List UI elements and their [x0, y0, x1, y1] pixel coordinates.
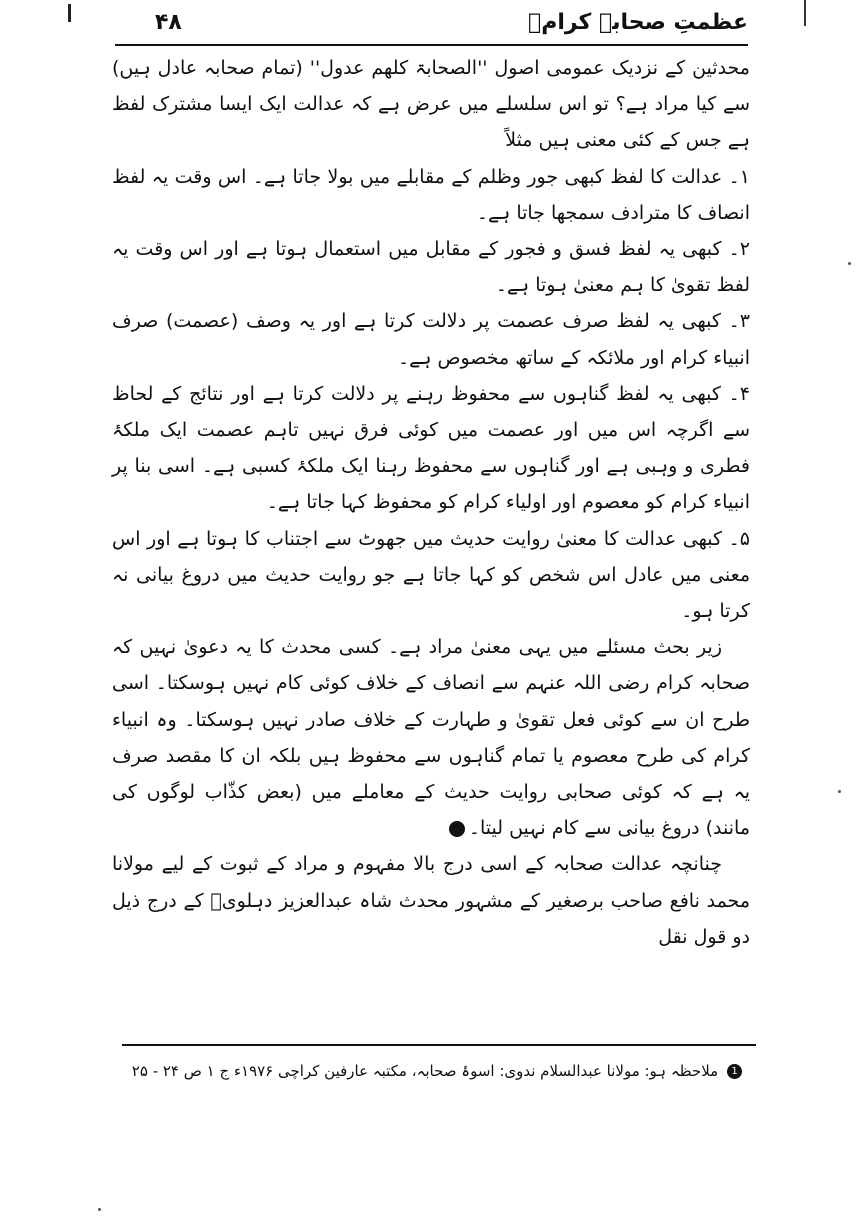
paragraph-discussion	[112, 629, 750, 846]
footnote-text: ملاحظہ ہو: مولانا عبدالسلام ندوی: اسوۂ صحابہ، مکتبہ عارفین کراچی ۱۹۷۶ء ج ۱ ص ۲۴ - ۲۵	[131, 1062, 719, 1080]
header-rule	[115, 44, 748, 46]
paragraph-item-5: ۵۔ کبھی عدالت کا معنیٰ روایت حدیث میں جھوٹ سے اجتناب کا ہوتا ہے اور اس معنی میں عادل اس شخص کو کہا جاتا ہے جو روایت حدیث میں دروغ بیانی نہ کرتا ہو۔	[112, 527, 750, 623]
paragraph-intro: محدثین کے نزدیک عمومی اصول ''الصحابۃ کلھم عدول'' (تمام صحابہ عادل ہیں) سے کیا مراد ہے؟ تو اس سلسلے میں عرض ہے کہ عدالت ایک ایسا مشترک لفظ ہے جس کے کئی معنی ہیں مثلاً	[112, 57, 750, 152]
paragraph-item-1: ۱۔ عدالت کا لفظ کبھی جور وظلم کے مقابلے میں بولا جاتا ہے۔ اس وقت یہ لفظ انصاف کا مترادف سمجھا جاتا ہے۔	[112, 165, 750, 224]
scan-speck	[848, 262, 851, 265]
main-text	[112, 50, 750, 955]
running-title: عظمتِ صحابہ کرامؓ	[528, 10, 748, 35]
scan-speck	[838, 790, 841, 793]
footnote-rule	[122, 1044, 756, 1046]
scan-speck	[98, 1208, 101, 1211]
paragraph-conclusion: چنانچہ عدالت صحابہ کے اسی درج بالا مفہوم و مراد کے ثبوت کے لیے مولانا محمد نافع صاحب برصغیر کے مشہور محدث شاہ عبدالعزیز دہلویؒ کے درج ذیل دو قول نقل	[112, 853, 750, 948]
paragraph-item-4: ۴۔ کبھی یہ لفظ گناہوں سے محفوظ رہنے پر دلالت کرتا ہے اور نتائج کے لحاظ سے اگرچہ اس میں اور عصمت میں کوئی فرق نہیں تاہم عصمت ایک ملکۂ فطری و وہبی ہے اور گناہوں سے محفوظ رہنا ایک ملکۂ کسبی ہے۔ اسی بنا پر انبیاء کرام کو معصوم اور اولیاء کرام کو محفوظ کہا جاتا ہے۔	[112, 382, 750, 514]
scan-edge-mark-right	[804, 0, 806, 26]
paragraph-discussion-text: زیر بحث مسئلے میں یہی معنیٰ مراد ہے۔ کسی محدث کا یہ دعویٰ نہیں کہ صحابہ کرام رضی اللہ عنہم سے انصاف کے خلاف کوئی کام نہیں ہوسکتا۔ اسی طرح ان سے کوئی فعل تقویٰ و طہارت کے خلاف صادر نہیں ہوسکتا۔ وہ انبیاء کرام کی طرح معصوم یا تمام گناہوں سے محفوظ ہیں بلکہ ان کا مقصد صرف یہ ہے کہ کوئی صحابی روایت حدیث کے معاملے میں (بعض کذّاب لوگوں کی مانند) دروغ بیانی سے کام نہیں لیتا۔	[112, 636, 750, 840]
page-number: ۴۸	[155, 10, 182, 35]
footnote-marker-icon: 1	[727, 1064, 742, 1079]
scan-edge-mark	[68, 4, 71, 22]
paragraph-item-3: ۳۔ کبھی یہ لفظ صرف عصمت پر دلالت کرتا ہے اور یہ وصف (عصمت) صرف انبیاء کرام اور ملائکہ کے ساتھ مخصوص ہے۔	[112, 310, 750, 369]
footnote-reference-icon[interactable]: 1	[449, 821, 465, 837]
footnote	[122, 1058, 746, 1084]
page-header	[115, 6, 748, 42]
paragraph-item-2: ۲۔ کبھی یہ لفظ فسق و فجور کے مقابل میں استعمال ہوتا ہے اور اس وقت یہ لفظ تقویٰ کا ہم معنیٰ ہوتا ہے۔	[112, 238, 750, 297]
